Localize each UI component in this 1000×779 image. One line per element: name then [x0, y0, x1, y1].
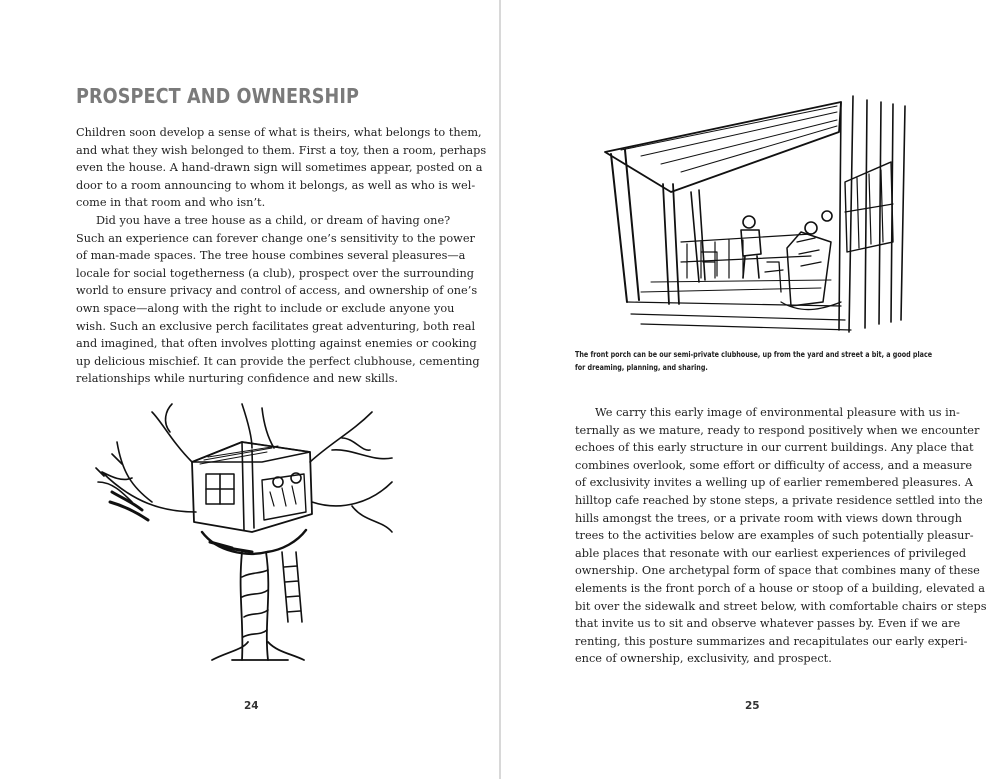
text-line: and what they wish belonged to them. First a toy, then a room, perhaps: [76, 143, 487, 157]
text-line: ownership. One archetypal form of space that combines many of these: [575, 564, 980, 578]
left-page: [0, 0, 499, 779]
text-line: own space—along with the right to include or exclude anyone you: [76, 301, 455, 315]
text-line: We carry this early image of environmental pleasure with us in-: [595, 406, 960, 419]
section-heading: PROSPECT AND OWNERSHIP: [76, 84, 360, 108]
text-line: combines overlook, some effort or difficulty of access, and a measure: [575, 458, 973, 472]
caption-line: The front porch can be our semi-private clubhouse, up from the yard and street a bit, a good place: [575, 349, 933, 359]
text-line: hills amongst the trees, or a private room with views down through: [575, 511, 962, 525]
text-line: come in that room and who isn’t.: [76, 196, 266, 210]
text-line: locale for social togetherness (a club), prospect over the surrounding: [76, 266, 475, 280]
text-line: hilltop cafe reached by stone steps, a private residence settled into the: [575, 493, 983, 507]
text-line: of exclusivity invites a welling up of earlier remembered pleasures. A: [575, 476, 973, 490]
text-line: elements is the front porch of a house or stoop of a building, elevated a: [575, 581, 986, 595]
page-number: 24: [244, 700, 259, 712]
text-line: that invite us to sit and observe whatever passes by. Even if we are: [575, 617, 961, 631]
text-line: and imagined, that often involves plotting against enemies or cooking: [76, 337, 477, 351]
text-line: up delicious mischief. It can provide the perfect clubhouse, cementing: [76, 354, 480, 368]
text-line: world to ensure privacy and control of access, and ownership of one’s: [76, 284, 478, 298]
right-page: [501, 0, 1000, 779]
text-line: echoes of this early structure in our current buildings. Any place that: [575, 441, 974, 455]
text-line: able places that resonate with our earliest experiences of privileged: [575, 546, 967, 560]
text-line: ternally as we mature, ready to respond positively when we encounter: [575, 423, 980, 437]
left-body-text: [76, 124, 487, 388]
text-line: renting, this posture summarizes and recapitulates our early experi-: [575, 634, 968, 648]
page-number: 25: [745, 700, 760, 712]
text-line: relationships while nurturing confidence and new skills.: [76, 372, 398, 386]
text-line: bit over the sidewalk and street below, with comfortable chairs or steps: [575, 599, 987, 613]
right-body-text: [575, 404, 987, 668]
text-line: ence of ownership, exclusivity, and prospect.: [575, 652, 832, 666]
front-porch-sketch: [601, 92, 911, 340]
text-line: wish. Such an exclusive perch facilitates great adventuring, both real: [76, 319, 476, 333]
tree-house-sketch: [92, 402, 424, 664]
text-line: of man-made spaces. The tree house combines several pleasures—a: [76, 249, 466, 263]
caption-line: for dreaming, planning, and sharing.: [575, 362, 708, 372]
text-line: door to a room announcing to whom it belongs, as well as who is wel-: [76, 178, 476, 192]
text-line: Did you have a tree house as a child, or dream of having one?: [96, 213, 451, 227]
figure-caption: [575, 348, 933, 374]
text-line: Such an experience can forever change one’s sensitivity to the power: [76, 231, 475, 245]
text-line: Children soon develop a sense of what is theirs, what belongs to them,: [76, 126, 482, 139]
text-line: trees to the activities below are examples of such potentially pleasur-: [575, 529, 974, 543]
text-line: even the house. A hand-drawn sign will sometimes appear, posted on a: [76, 161, 483, 175]
